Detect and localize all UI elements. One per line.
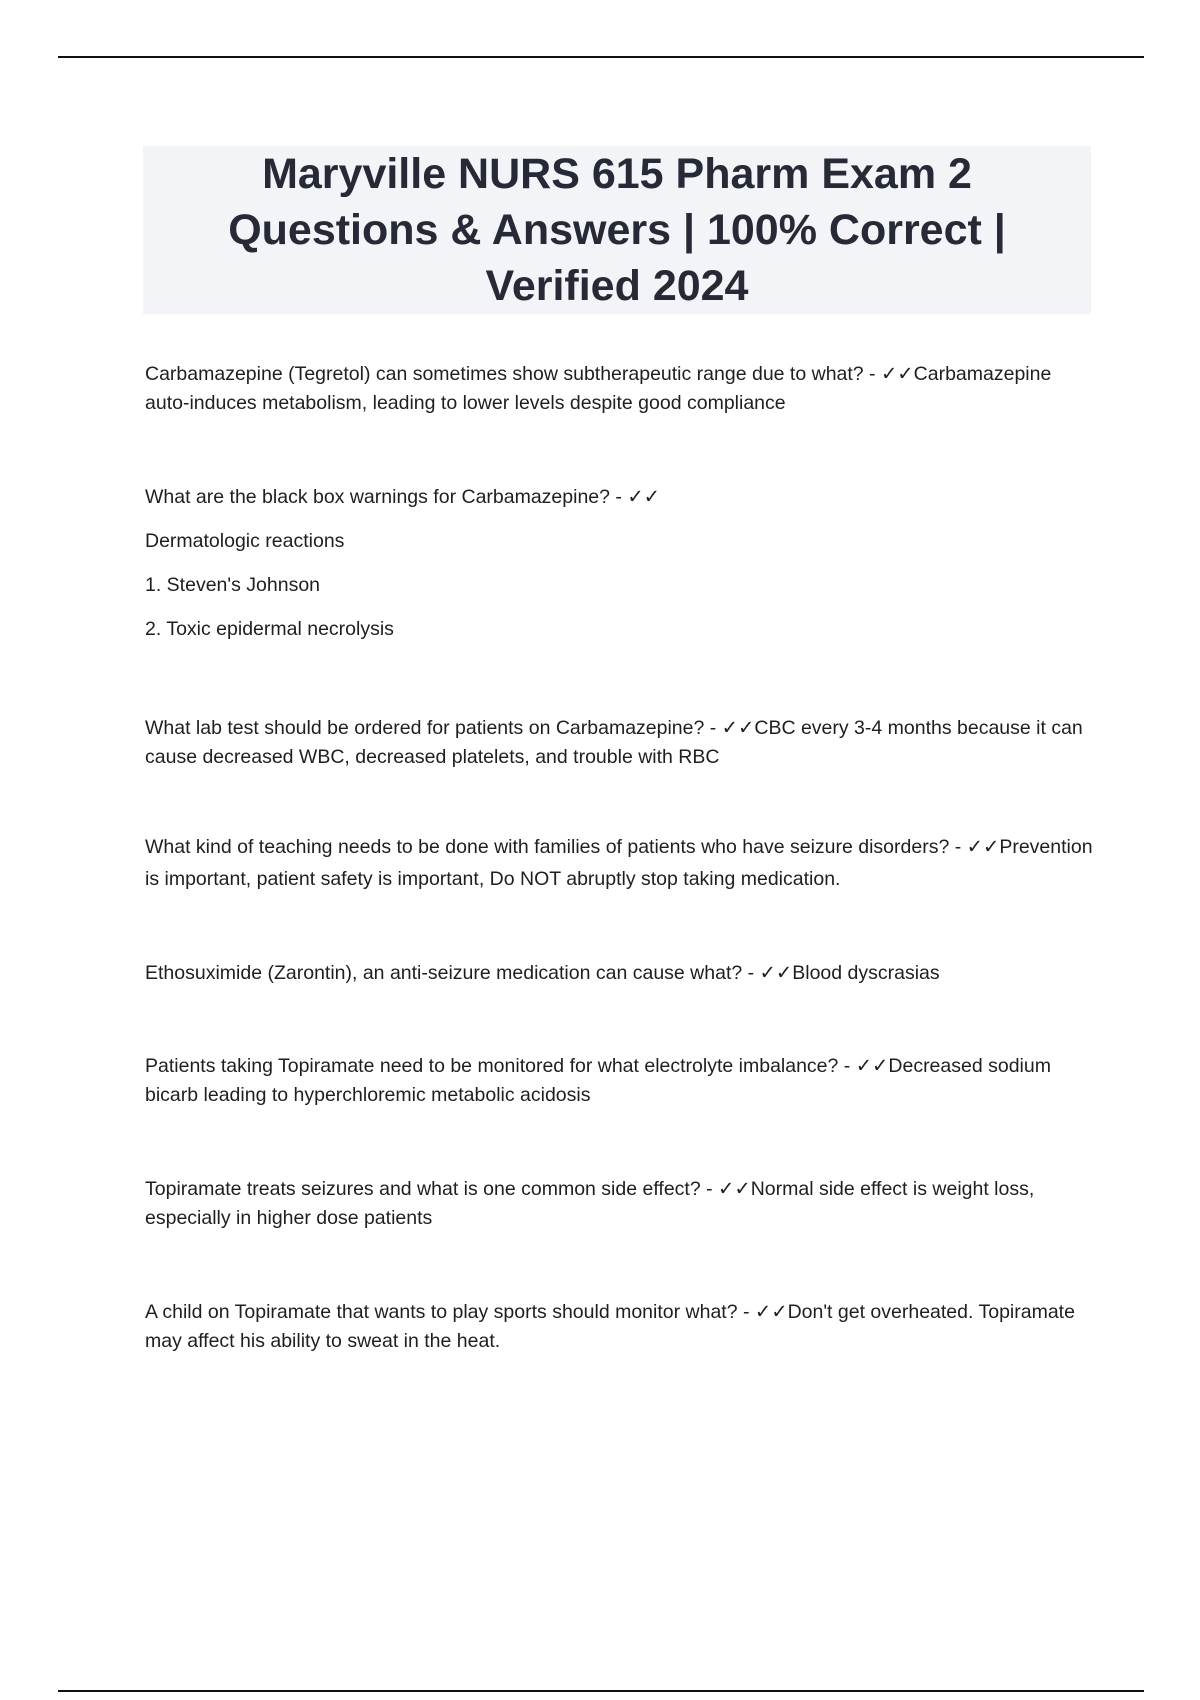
bottom-rule — [58, 1690, 1144, 1692]
answer-text: Normal side effect is weight loss, especially in higher dose patients — [145, 1178, 1035, 1229]
qa-item-4 — [145, 831, 1095, 895]
question-text: What lab test should be ordered for patients on Carbamazepine? - ✓✓ — [145, 717, 755, 739]
question-text: Topiramate treats seizures and what is one common side effect? - ✓✓ — [145, 1178, 751, 1200]
answer-text: Carbamazepine auto-induces metabolism, leading to lower levels despite good compliance — [145, 363, 1052, 414]
answer-text: Prevention is important, patient safety is important, Do NOT abruptly stop taking medication. — [145, 836, 1093, 890]
qa-item-3 — [145, 714, 1095, 772]
question-text: A child on Topiramate that wants to play sports should monitor what? - ✓✓ — [145, 1301, 788, 1323]
answer-text: Don't get overheated. Topiramate may affect his ability to sweat in the heat. — [145, 1301, 1075, 1352]
question-text: What kind of teaching needs to be done with families of patients who have seizure disorders? - ✓✓ — [145, 836, 1000, 858]
qa-item-2 — [145, 483, 1095, 644]
qa-item-1 — [145, 360, 1095, 418]
answer-text: Decreased sodium bicarb leading to hyperchloremic metabolic acidosis — [145, 1055, 1051, 1106]
top-rule — [58, 56, 1144, 58]
answer-line: 1. Steven's Johnson — [145, 574, 321, 596]
answer-line: Dermatologic reactions — [145, 530, 345, 552]
question-text: Ethosuximide (Zarontin), an anti-seizure medication can cause what? - ✓✓ — [145, 962, 793, 984]
title-banner — [143, 146, 1091, 314]
question-text: What are the black box warnings for Carbamazepine? - ✓✓ — [145, 486, 660, 508]
answer-line: 2. Toxic epidermal necrolysis — [145, 618, 394, 640]
answer-text: Blood dyscrasias — [792, 962, 940, 984]
qa-item-6 — [145, 1052, 1095, 1110]
question-text: Carbamazepine (Tegretol) can sometimes show subtherapeutic range due to what? - ✓✓ — [145, 363, 914, 385]
qa-item-7 — [145, 1175, 1095, 1233]
document-title: Maryville NURS 615 Pharm Exam 2 Questions & Answers | 100% Correct | Verified 2024 — [228, 150, 1006, 310]
qa-item-8 — [145, 1298, 1095, 1356]
answer-text: CBC every 3-4 months because it can cause decreased WBC, decreased platelets, and trouble with RBC — [145, 717, 1083, 768]
qa-item-5 — [145, 959, 1095, 988]
question-text: Patients taking Topiramate need to be monitored for what electrolyte imbalance? - ✓✓ — [145, 1055, 889, 1077]
